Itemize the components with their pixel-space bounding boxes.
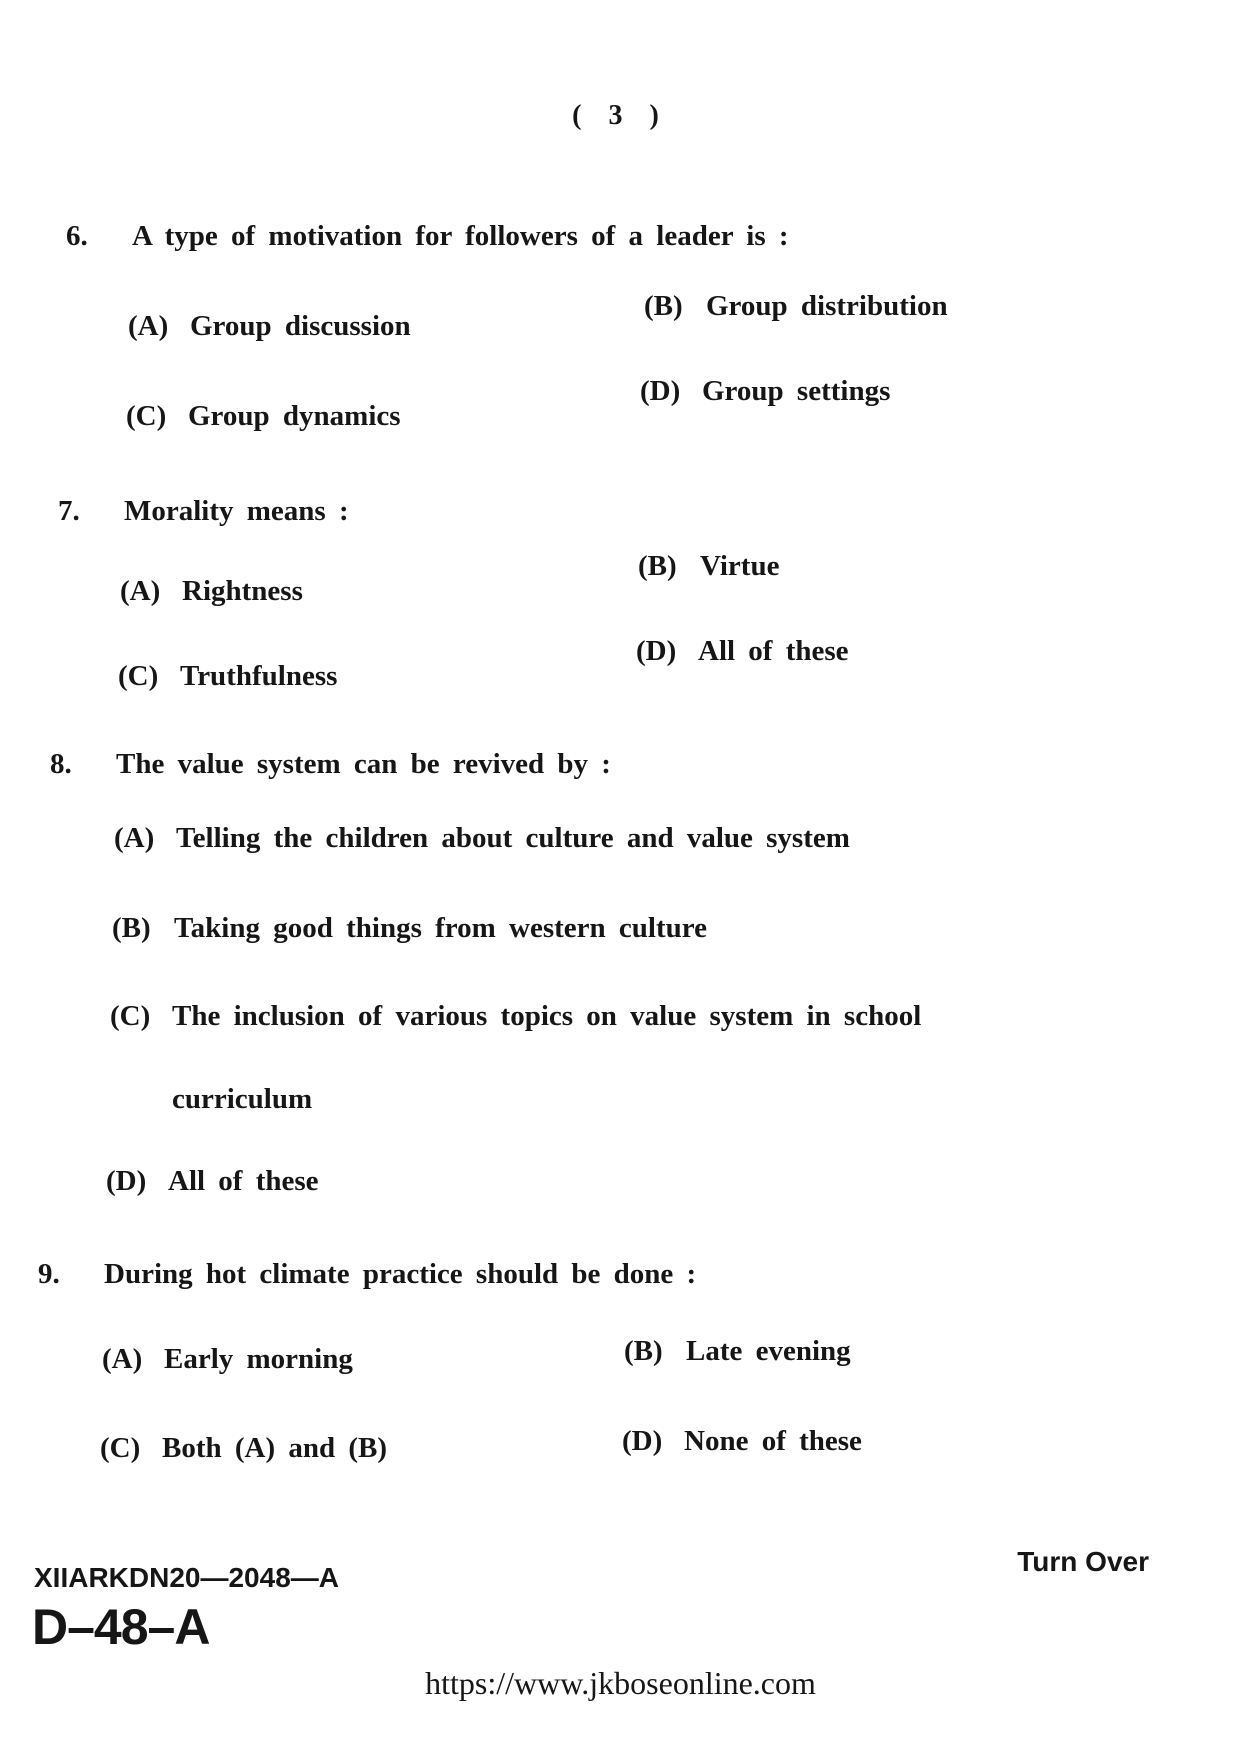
option-text: The inclusion of various topics on value system in school — [172, 1000, 922, 1032]
option-8a — [114, 822, 850, 855]
option-8b — [112, 912, 707, 945]
option-9d — [622, 1425, 862, 1458]
option-label: (B) — [112, 912, 151, 944]
option-text: Group settings — [702, 375, 891, 407]
option-label: (A) — [114, 822, 155, 854]
page-number: ( 3 ) — [572, 100, 669, 131]
option-text: Group dynamics — [188, 400, 401, 432]
option-text: All of these — [698, 635, 849, 667]
option-label: (D) — [106, 1165, 147, 1197]
turn-over-label: Turn Over — [1017, 1546, 1149, 1577]
option-text: Group distribution — [706, 290, 948, 322]
option-label: (B) — [644, 290, 683, 322]
question-stem: Morality means : — [124, 495, 349, 527]
option-7c — [118, 660, 337, 693]
option-9b — [624, 1335, 851, 1368]
option-9a — [102, 1343, 353, 1376]
paper-code: XIIARKDN20—2048—A — [34, 1562, 339, 1593]
option-6a — [128, 310, 411, 343]
option-text: Group discussion — [190, 310, 411, 342]
option-text: None of these — [684, 1425, 862, 1457]
option-6c — [126, 400, 401, 433]
option-label: (B) — [624, 1335, 663, 1367]
question-number: 8. — [50, 748, 72, 780]
option-text: Both (A) and (B) — [162, 1432, 388, 1464]
option-text: Virtue — [700, 550, 780, 582]
option-text: Truthfulness — [180, 660, 338, 692]
option-7a — [120, 575, 303, 608]
option-text: Rightness — [182, 575, 303, 607]
question-stem: During hot climate practice should be done : — [104, 1258, 697, 1290]
option-7d — [636, 635, 849, 668]
option-7b — [638, 550, 779, 583]
option-label: (D) — [636, 635, 677, 667]
option-label: (C) — [100, 1432, 141, 1464]
option-label: (A) — [128, 310, 169, 342]
question-stem: The value system can be revived by : — [116, 748, 611, 780]
question-number: 6. — [66, 220, 88, 252]
option-text: All of these — [168, 1165, 319, 1197]
option-6b — [644, 290, 948, 323]
question-number: 7. — [58, 495, 80, 527]
source-url: https://www.jkboseonline.com — [425, 1665, 816, 1701]
option-8c-continuation: curriculum — [172, 1083, 313, 1115]
option-label: (D) — [640, 375, 681, 407]
option-8c — [110, 1000, 921, 1033]
set-code: D–48–A — [32, 1599, 210, 1655]
option-text: Telling the children about culture and value system — [176, 822, 850, 854]
option-label: (B) — [638, 550, 677, 582]
question-stem: A type of motivation for followers of a leader is : — [132, 220, 789, 252]
option-label: (A) — [102, 1343, 143, 1375]
option-label: (A) — [120, 575, 161, 607]
question-number: 9. — [38, 1258, 60, 1290]
option-text: Early morning — [164, 1343, 353, 1375]
option-label: (C) — [118, 660, 159, 692]
option-8d — [106, 1165, 319, 1198]
option-label: (C) — [126, 400, 167, 432]
option-text: Late evening — [686, 1335, 851, 1367]
option-9c — [100, 1432, 387, 1465]
option-text: Taking good things from western culture — [174, 912, 707, 944]
option-6d — [640, 375, 890, 408]
option-label: (C) — [110, 1000, 151, 1032]
option-label: (D) — [622, 1425, 663, 1457]
